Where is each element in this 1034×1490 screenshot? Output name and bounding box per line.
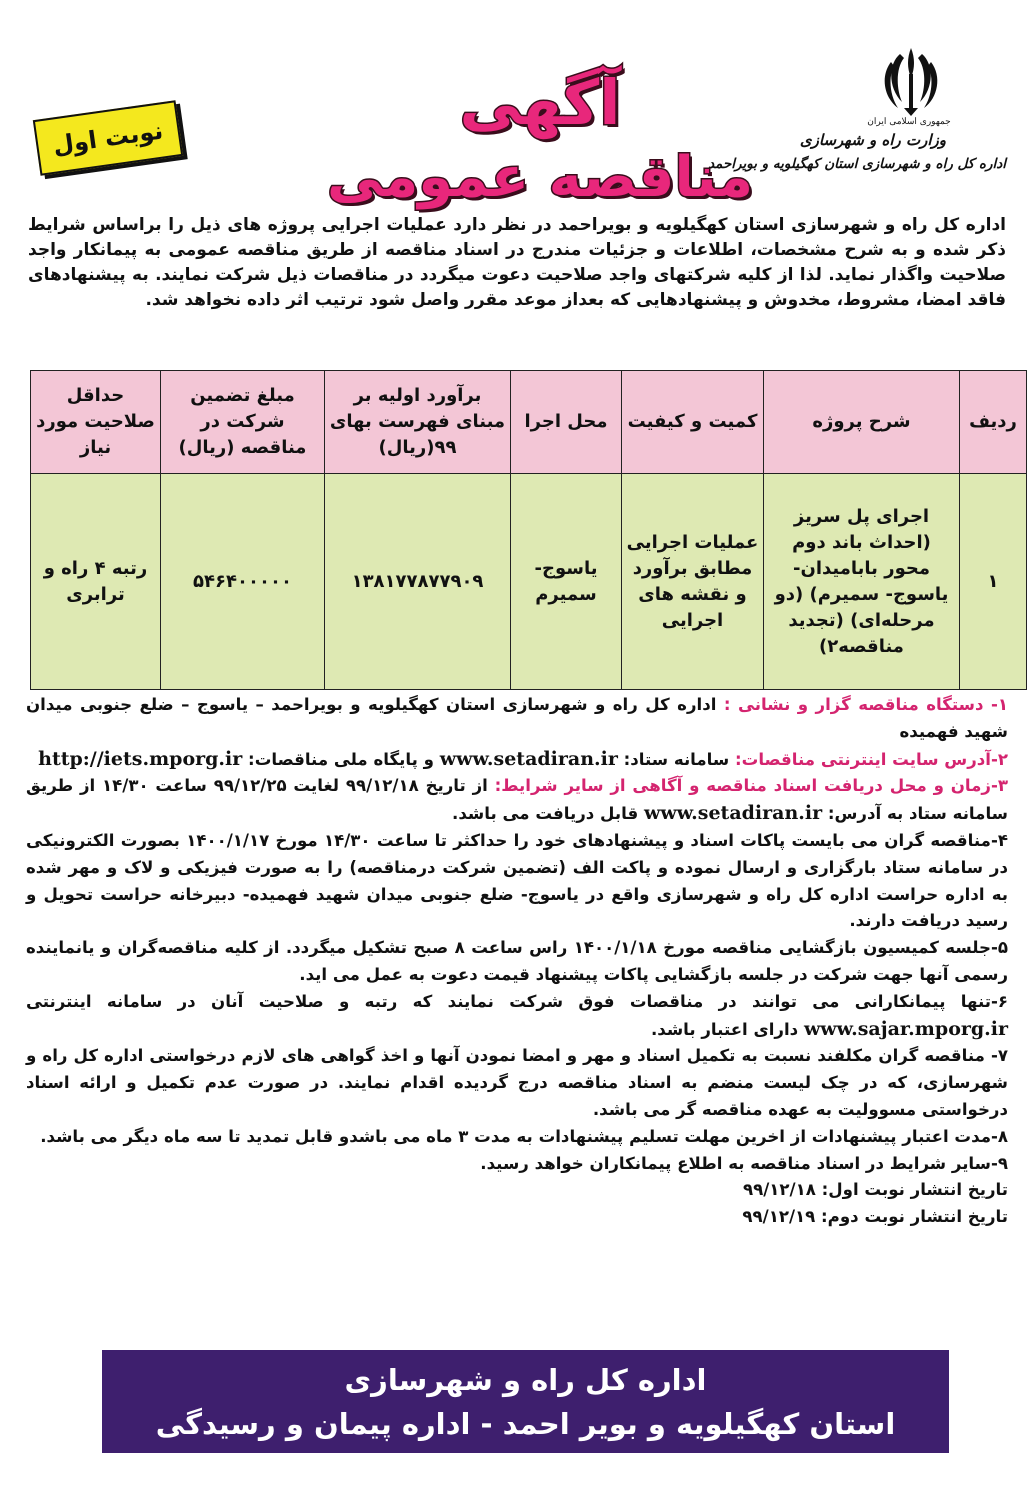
term-3 <box>26 773 1008 828</box>
term-1 <box>26 692 1008 746</box>
term-9: ۹-سایر شرایط در اسناد مناقصه به اطلاع پیمانکاران خواهد رسید. <box>480 1153 1008 1173</box>
emblem-caption: جمهوری اسلامی ایران <box>867 117 951 127</box>
cell-description: اجرای پل سریز (احداث باند دوم محور بابامیدان- یاسوج- سمیرم) (دو مرحله‌ای) (تجدید مناقصه۲) <box>764 474 960 690</box>
directorate-name: اداره کل راه و شهرسازی استان کهگیلویه و بویراحمد <box>708 156 1006 172</box>
term-2-text-a: سامانه ستاد: <box>617 749 736 769</box>
round-badge: نوبت اول <box>33 100 183 175</box>
term-3-text-b: قابل دریافت می باشد. <box>452 804 644 824</box>
header-quantity: کمیت و کیفیت <box>622 371 764 474</box>
header-location: محل اجرا <box>511 371 622 474</box>
sajar-link[interactable]: www.sajar.mporg.ir <box>803 1017 1008 1040</box>
header-description: شرح پروژه <box>764 371 960 474</box>
term-6 <box>26 989 1008 1044</box>
table-header-row <box>31 371 1027 474</box>
cell-guarantee: ۵۴۶۴۰۰۰۰۰ <box>161 474 325 690</box>
iran-emblem-icon <box>880 44 942 118</box>
term-2-label: ۲-آدرس سایت اینترنتی مناقصات: <box>735 749 1008 769</box>
header-qualification: حداقل صلاحیت مورد نیاز <box>31 371 161 474</box>
table-row <box>31 474 1027 690</box>
footer-line-2: استان کهگیلویه و بویر احمد - اداره پیمان و رسیدگی <box>155 1406 896 1441</box>
term-7: ۷- مناقصه گران مکلفند نسبت به تکمیل اسناد و مهر و امضا نمودن آنها و اخذ گواهی های لازم درخواستی اداره کل راه و شهرسازی، که در چک لیست منضم به اسناد مناقصه درج گردیده اقدام نمایند. در صورت عدم تکمیل و ارائه اسناد درخواستی مسوولیت به عهده مناقصه گر می باشد. <box>26 1046 1008 1119</box>
term-2 <box>26 746 1008 774</box>
terms-section <box>26 692 1008 1231</box>
term-8: ۸-مدت اعتبار پیشنهادات از اخرین مهلت تسلیم پیشنهادات به مدت ۳ ماه می باشدو قابل تمدید تا سه ماه دیگر می باشد. <box>40 1126 1008 1146</box>
term-1-text: اداره کل راه و شهرسازی استان کهگیلویه و بویراحمد – یاسوج – ضلع جنوبی میدان شهید فهمیده <box>26 695 1008 741</box>
term-1-label: ۱- دستگاه مناقصه گزار و نشانی : <box>723 695 1008 714</box>
cell-quantity: عملیات اجرایی مطابق برآورد و نقشه های اجرایی <box>622 474 764 690</box>
term-4: ۴-مناقصه گران می بایست پاکات اسناد و پیشنهادهای خود را حداکثر تا ساعت ۱۴/۳۰ مورخ ۱۴۰۰/۱/۱۷ بصورت الکترونیکی در سامانه ستاد بارگزاری و ارسال نموده و پاکت الف (تضمین شرکت درمناقصه) را به صورت فیزیکی و لاک و مهر شده به اداره حراست اداره کل راه و شهرسازی واقع در یاسوج- ضلع جنوبی میدان شهید فهمیده- دبیرخانه حراست تحویل و رسید دریافت دارند. <box>26 830 1008 931</box>
intro-paragraph: اداره کل راه و شهرسازی استان کهگیلویه و بویراحمد در نظر دارد عملیات اجرایی پروژه های ذیل را براساس شرایط ذکر شده و به شرح مشخصات، اطلاعات و جزئیات مندرج در اسناد مناقصه از طریق مناقصه عمومی به پیمانکار واجد صلاحیت واگذار نماید. لذا از کلیه شرکتهای واجد صلاحیت دعوت میگردد در مناقصات ذیل شرکت نمایند. به پیشنهادهای فاقد امضا، مشروط، مخدوش و پیشنهادهایی که بعداز موعد مقرر واصل شود ترتیب اثر داده نخواهد شد. <box>28 215 1006 310</box>
footer-line-1: اداره کل راه و شهرسازی <box>344 1362 707 1397</box>
header-estimate: برآورد اولیه بر مبنای فهرست بهای ۹۹(ریال) <box>325 371 511 474</box>
notice-title: آگهی <box>459 66 621 139</box>
term-2-text-b: و پایگاه ملی مناقصات: <box>242 749 440 769</box>
iets-link[interactable]: http://iets.mporg.ir <box>38 747 243 770</box>
term-6-text-a: ۶-تنها پیمانکارانی می توانند در مناقصات فوق شرکت نمایند که رتبه و صلاحیت آنان در سامانه اینترنتی <box>26 991 1008 1011</box>
term-3-label: ۳-زمان و محل دریافت اسناد مناقصه و آگاهی از سایر شرایط: <box>494 776 1008 796</box>
notice-subtitle: مناقصه عمومی <box>326 145 754 210</box>
cell-qualification: رتبه ۴ راه و ترابری <box>31 474 161 690</box>
projects-table <box>30 370 1027 690</box>
header-guarantee: مبلغ تضمین شرکت در مناقصه (ریال) <box>161 371 325 474</box>
footer-banner <box>102 1350 949 1453</box>
term-5: ۵-جلسه کمیسیون بازگشایی مناقصه مورخ ۱۴۰۰/۱/۱۸ راس ساعت ۸ صبح تشکیل میگردد. از کلیه مناقصه‌گران و یانماینده رسمی آنها جهت شرکت در جلسه بازگشایی پاکات پیشنهاد قیمت دعوت به عمل می اید. <box>26 938 1008 984</box>
cell-estimate: ۱۳۸۱۷۷۸۷۷۹۰۹ <box>325 474 511 690</box>
ministry-name: وزارت راه و شهرسازی <box>799 131 946 149</box>
publish-date-1: تاریخ انتشار نوبت اول: ۹۹/۱۲/۱۸ <box>742 1180 1008 1200</box>
setadiran-link-2[interactable]: www.setadiran.ir <box>643 802 823 825</box>
cell-location: یاسوج- سمیرم <box>511 474 622 690</box>
term-6-text-b: دارای اعتبار باشد. <box>650 1019 804 1039</box>
publish-date-2: تاریخ انتشار نوبت دوم: ۹۹/۱۲/۱۹ <box>742 1207 1008 1227</box>
cell-row-number: ۱ <box>960 474 1027 690</box>
notice-header <box>0 20 1034 225</box>
header-row-number: ردیف <box>960 371 1027 474</box>
setadiran-link[interactable]: www.setadiran.ir <box>439 747 618 770</box>
term-3-text-a: از تاریخ ۹۹/۱۲/۱۸ لغایت ۹۹/۱۲/۲۵ ساعت ۱۴/۳۰ از طریق سامانه ستاد به آدرس: <box>26 776 1008 824</box>
